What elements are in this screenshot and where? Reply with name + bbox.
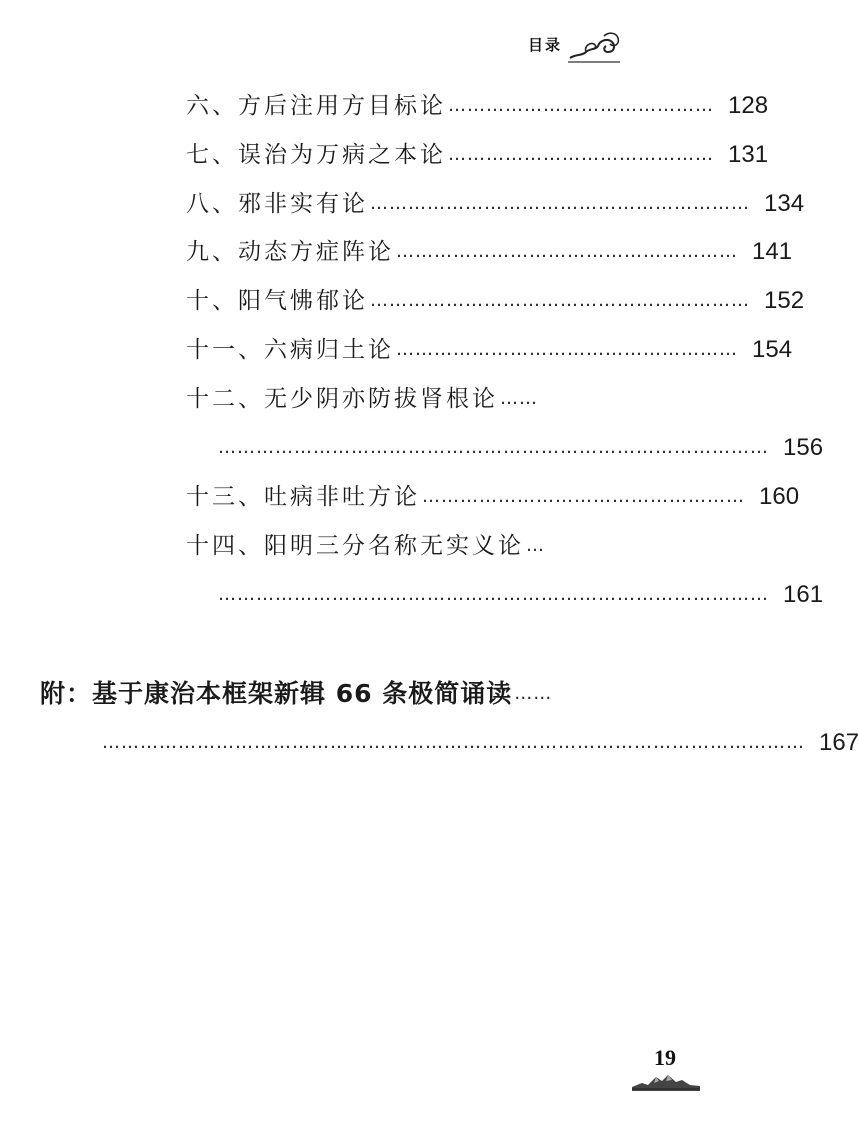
toc-leader-dots: …………………………………… bbox=[448, 144, 714, 165]
toc-page-number: 160 bbox=[759, 483, 800, 510]
toc-entry[interactable] bbox=[186, 137, 769, 173]
toc-entry-title: 十、阳气怫郁论 bbox=[186, 288, 368, 314]
toc-leader-dots: …………………………………………………………………………… bbox=[218, 584, 769, 605]
toc-entry[interactable] bbox=[186, 234, 793, 270]
toc-entry-title: 九、动态方症阵论 bbox=[186, 239, 394, 265]
toc-entry-title: 十一、六病归土论 bbox=[186, 337, 394, 363]
page-footer bbox=[626, 1045, 706, 1095]
toc-entry[interactable] bbox=[186, 528, 618, 564]
toc-entry-title: 十二、无少阴亦防拔肾根论 bbox=[186, 386, 498, 412]
folio-page-number: 19 bbox=[654, 1045, 676, 1070]
toc-leader-dots: ……………………………………………… bbox=[396, 339, 738, 360]
toc-entry-title: 十四、阳明三分名称无实义论 bbox=[186, 533, 524, 559]
toc-page-number: 152 bbox=[764, 287, 805, 314]
toc-leader-dots: …………………………………………………… bbox=[370, 193, 750, 214]
toc-appendix-entry[interactable] bbox=[40, 676, 618, 712]
toc-entry-continuation[interactable] bbox=[216, 577, 824, 613]
toc-entry[interactable] bbox=[186, 186, 805, 222]
toc-leader-dots: …………………………………………………… bbox=[370, 290, 750, 311]
toc-page-number: 128 bbox=[728, 92, 769, 119]
toc-page-number: 131 bbox=[728, 141, 769, 168]
toc-leader-dots: … bbox=[526, 535, 545, 556]
toc-entry[interactable] bbox=[186, 332, 793, 368]
toc-page-number: 141 bbox=[752, 238, 793, 265]
toc-leader-dots: …… bbox=[514, 683, 553, 704]
header-label: 目录 bbox=[528, 36, 563, 54]
toc-leader-dots: …… bbox=[500, 388, 538, 409]
toc-entry-continuation[interactable] bbox=[216, 430, 824, 466]
toc-appendix-continuation[interactable] bbox=[100, 725, 859, 761]
toc-page-number: 156 bbox=[783, 434, 824, 461]
toc-leader-dots: …………………………………………………………………………… bbox=[218, 437, 769, 458]
toc-entry-title: 八、邪非实有论 bbox=[186, 191, 368, 217]
toc-entry[interactable] bbox=[186, 283, 805, 319]
toc-entry-title: 十三、吐病非吐方论 bbox=[186, 484, 420, 510]
toc-entry[interactable] bbox=[186, 381, 618, 417]
toc-page-number: 154 bbox=[752, 336, 793, 363]
mountain-landscape-icon bbox=[632, 1069, 700, 1091]
toc-entry-title: 六、方后注用方目标论 bbox=[186, 93, 446, 119]
toc-leader-dots: …………………………………………… bbox=[422, 486, 745, 507]
toc-page-number: 134 bbox=[764, 190, 805, 217]
toc-appendix-title: 附：基于康治本框架新辑 66 条极简诵读 bbox=[40, 679, 513, 708]
toc-page-number: 161 bbox=[783, 581, 824, 608]
toc-entry[interactable] bbox=[186, 479, 800, 515]
toc-leader-dots: ………………………………………………………………………………………………… bbox=[102, 732, 805, 753]
toc-page-number: 167 bbox=[819, 729, 859, 756]
toc-leader-dots: ……………………………………………… bbox=[396, 241, 738, 262]
toc-entry[interactable] bbox=[186, 88, 769, 124]
toc-leader-dots: …………………………………… bbox=[448, 95, 714, 116]
toc-entry-title: 七、误治为万病之本论 bbox=[186, 142, 446, 168]
